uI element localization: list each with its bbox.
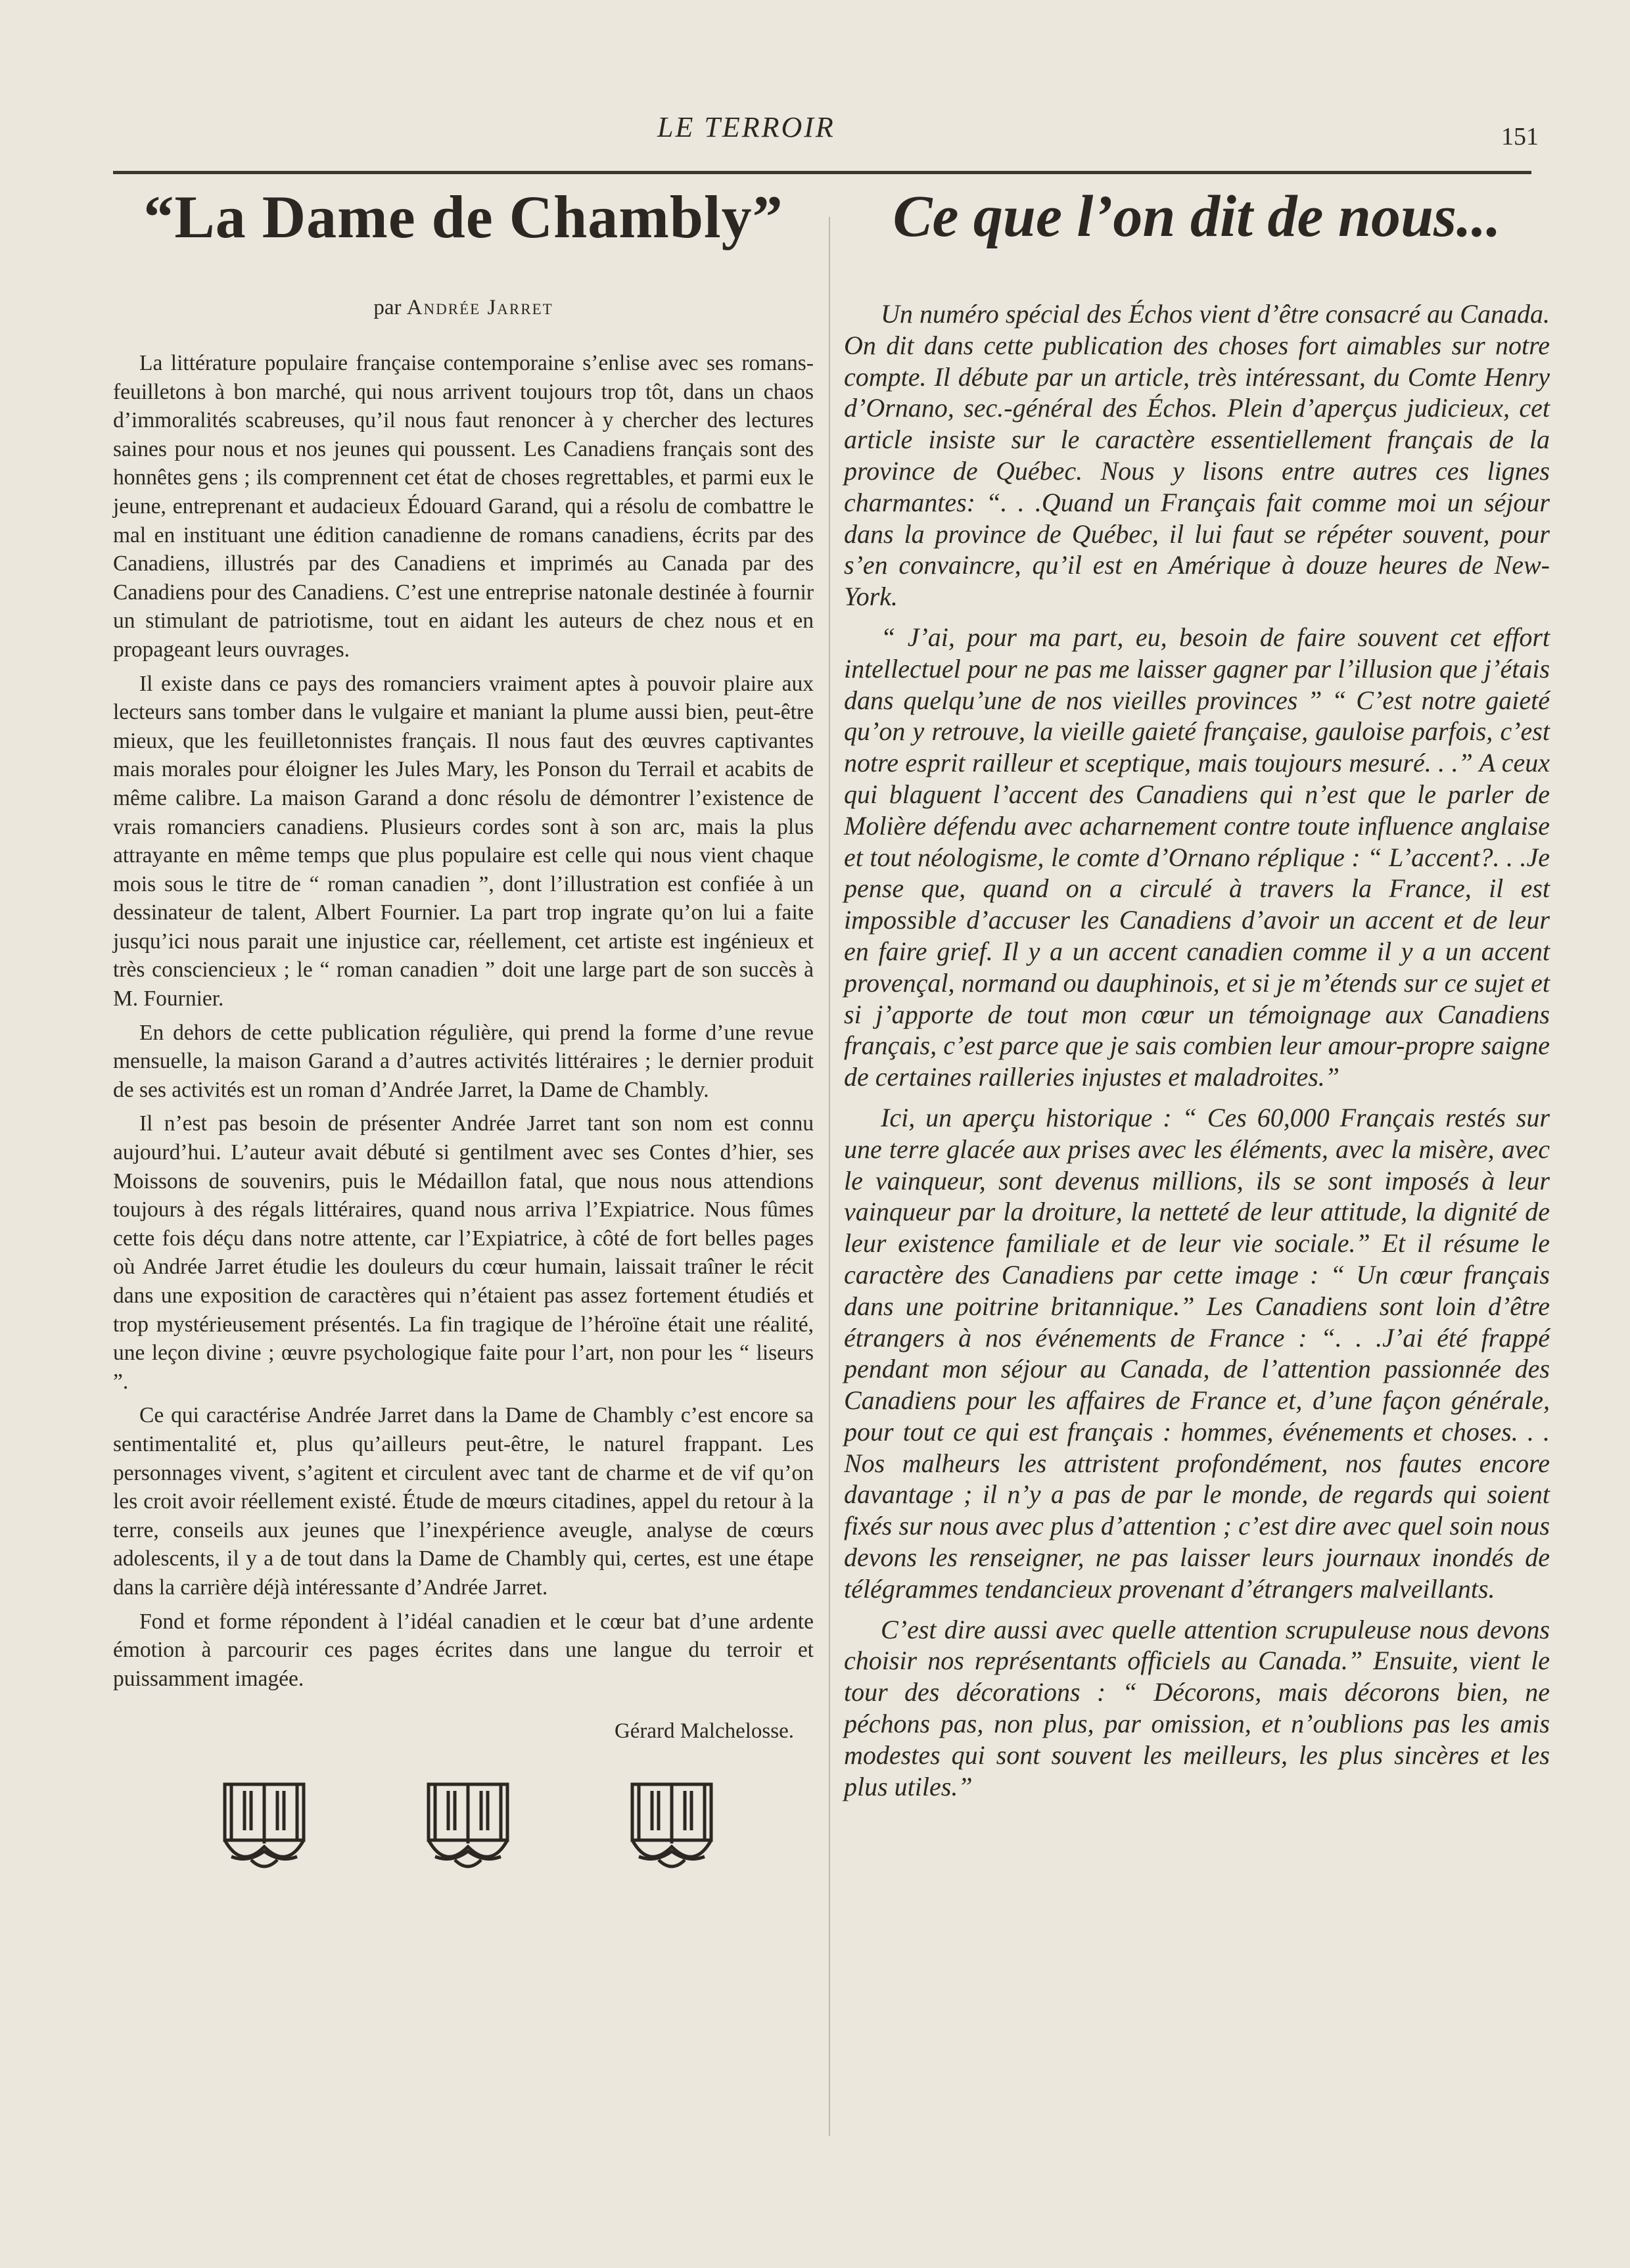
- paragraph: C’est dire aussi avec quelle attention scrupuleuse nous devons choisir nos représentants officiels au Canada.” Ensuite, vient le tour des décorations : “ Décorons, mais décorons bien, ne péchons pas, non plus, par omission, et n’oublions pas les amis modestes qui sont souvent les meilleurs, les plus sincères et les plus utiles.”: [844, 1614, 1550, 1801]
- paragraph: Un numéro spécial des Échos vient d’être consacré au Canada. On dit dans cette publication des choses fort aimables sur notre compte. Il débute par un article, très intéressant, du Comte Henry d’Ornano, sec.-général des Échos. Plein d’aperçus judicieux, cet article insiste sur le caractère essentiellement français de la province de Québec. Nous y lisons entre autres ces lignes charmantes: “. . .Quand un Français fait comme moi un séjour dans la province de Québec, il lui faut se répéter souvent, pour s’en convaincre, qu’il est en Amérique à douze heures de New-York.: [844, 299, 1550, 612]
- paragraph: Ici, un aperçu historique : “ Ces 60,000 Français restés sur une terre glacée aux prises avec les éléments, avec la misère, avec le vainqueur, sont devenus millions, ils se sont imposés à leur vainqueur par la droiture, la netteté de leur attitude, la dignité de leur existence familiale et de leur vie sociale.” Et il résume le caractère des Canadiens par cette image : “ Un cœur français dans une poitrine britannique.” Les Canadiens sont loin d’être étrangers à nos événements de France : “. . .J’ai été frappé pendant mon séjour au Canada, de l’attention passionnée des Canadiens pour les affaires de France et, d’une façon générale, pour tout ce qui est français : hommes, événements et choses. . . Nos malheurs les attristent profondément, nos fautes encore davantage ; il n’y a pas de par le monde, de regards qui soient fixés sur nous avec plus d’attention ; c’est dire avec quel soin nous devons les renseigner, ne pas laisser leurs journaux inondés de télégrammes tendancieux provenant d’étrangers malveillants.: [844, 1102, 1550, 1604]
- book-ornament-icon: [212, 1778, 317, 1876]
- left-article-title: “La Dame de Chambly”: [143, 183, 783, 250]
- page-number: 151: [1501, 123, 1539, 150]
- paragraph: Ce qui caractérise Andrée Jarret dans la Dame de Chambly c’est encore sa sentimentalité et, plus qu’ailleurs peut-être, le naturel frappant. Les personnages vivent, s’agitent et circulent avec tant de charme et de vif qu’on les croit avoir réellement existé. Étude de mœurs citadines, appel du retour à la terre, conseils aux jeunes que l’inexpérience aveugle, analyse de cœurs adolescents, il y a de tout dans la Dame de Chambly qui, certes, est une étape dans la carrière déjà intéressante d’Andrée Jarret.: [113, 1403, 814, 1600]
- paragraph: Fond et forme répondent à l’idéal canadien et le cœur bat d’une ardente émotion à parcourir ces pages écrites dans une langue du terroir et puissamment imagée.: [113, 1609, 814, 1691]
- paragraph: “ J’ai, pour ma part, eu, besoin de faire souvent cet effort intellectuel pour ne pas me laisser gagner par l’illusion que j’étais dans quelqu’une de nos vieilles provinces ” “ C’est notre gaieté qu’on y retrouve, la vieille gaieté française, gauloise parfois, c’est notre esprit railleur et sceptique, mais toujours mesuré. . .” A ceux qui blaguent l’accent des Canadiens qui n’est que le parler de Molière défendu avec acharnement contre toute influence anglaise et tout néologisme, le comte d’Ornano réplique : “ L’accent?. . .Je pense que, quand on a circulé à travers la France, il est impossible d’accuser les Canadiens d’avoir un accent et de leur en faire grief. Il y a un accent canadien comme il y a un accent provençal, normand ou dauphinois, et si je m’étends sur ce sujet et si j’apporte de tout mon cœur un témoignage aux Canadiens français, c’est parce que je sais combien leur amour-propre saigne de certaines railleries injustes et maladroites.”: [844, 622, 1550, 1092]
- column-divider: [829, 217, 830, 2136]
- signature: Gérard Malchelosse.: [614, 1719, 794, 1744]
- ornament-row: [212, 1778, 724, 1876]
- paragraph: La littérature populaire française contemporaine s’enlise avec ses romans-feuilletons à bon marché, qui nous arrivent toujours trop tôt, dans un chaos d’immoralités scabreuses, qu’il nous faut renoncer à y chercher des lectures saines pour nous et nos jeunes qui poussent. Les Canadiens français sont des honnêtes gens ; ils comprennent cet état de choses regrettables, et parmi eux le jeune, entreprenant et audacieux Édouard Garand, qui a résolu de combattre le mal en instituant une édition canadienne de romans canadiens, écrits par des Canadiens, illustrés par des Canadiens et imprimés au Canada par des Canadiens pour des Canadiens. C’est une entreprise natonale destinée à fournir un stimulant de patriotisme, tout en aidant les auteurs de chez nous et en propageant leurs ouvrages.: [113, 351, 814, 662]
- book-ornament-icon: [415, 1778, 521, 1876]
- byline: [113, 296, 814, 320]
- header-rule: [113, 171, 1531, 174]
- byline-author: Andrée Jarret: [406, 296, 553, 319]
- paragraph: Il n’est pas besoin de présenter Andrée Jarret tant son nom est connu aujourd’hui. L’auteur avait débuté si gentilment avec ses Contes d’hier, ses Moissons de souvenirs, puis le Médaillon fatal, que nous nous attendions toujours à des régals littéraires, quand nous arriva l’Expiatrice. Nous fûmes cette fois déçu dans notre attente, car l’Expiatrice, à côté de fort belles pages où Andrée Jarret étudie les douleurs du cœur humain, laissait traîner le récit dans une exposition de caractères qui n’étaient pas assez fortement étudiés et trop mystérieusement présentés. La fin tragique de l’héroïne était une réalité, une leçon divine ; œuvre psychologique faite pour l’art, non pour les “ liseurs ”.: [113, 1111, 814, 1394]
- running-title: LE TERROIR: [657, 111, 835, 143]
- paragraph: Il existe dans ce pays des romanciers vraiment aptes à pouvoir plaire aux lecteurs sans tomber dans le vulgaire et maniant la plume aussi bien, peut-être mieux, que les feuilletonnistes français. Il nous faut des œuvres captivantes mais morales pour éloigner les Jules Mary, les Ponson du Terrail et acabits de même calibre. La maison Garand a donc résolu de démontrer l’existence de vrais romanciers canadiens. Plusieurs cordes sont à son arc, mais la plus attrayante en même temps que plus populaire est celle qui nous vient chaque mois sous le titre de “ roman canadien ”, dont l’illustration est confiée à un dessinateur de talent, Albert Fournier. La part trop ingrate qu’on lui a faite jusqu’ici nous parait une injustice car, réellement, cet artiste est ingénieux et très consciencieux ; le “ roman canadien ” doit une large part de son succès à M. Fournier.: [113, 671, 814, 1011]
- left-article: [113, 184, 814, 1876]
- book-ornament-icon: [619, 1778, 724, 1876]
- left-article-body: [113, 349, 814, 1693]
- byline-prefix: par: [373, 296, 402, 319]
- right-article-title: Ce que l’on dit de nous...: [893, 184, 1501, 249]
- right-article-body: [844, 298, 1550, 1802]
- right-article: [844, 184, 1550, 1802]
- paragraph: En dehors de cette publication régulière, qui prend la forme d’une revue mensuelle, la maison Garand a d’autres activités littéraires ; le dernier produit de ses activités est un roman d’Andrée Jarret, la Dame de Chambly.: [113, 1020, 814, 1102]
